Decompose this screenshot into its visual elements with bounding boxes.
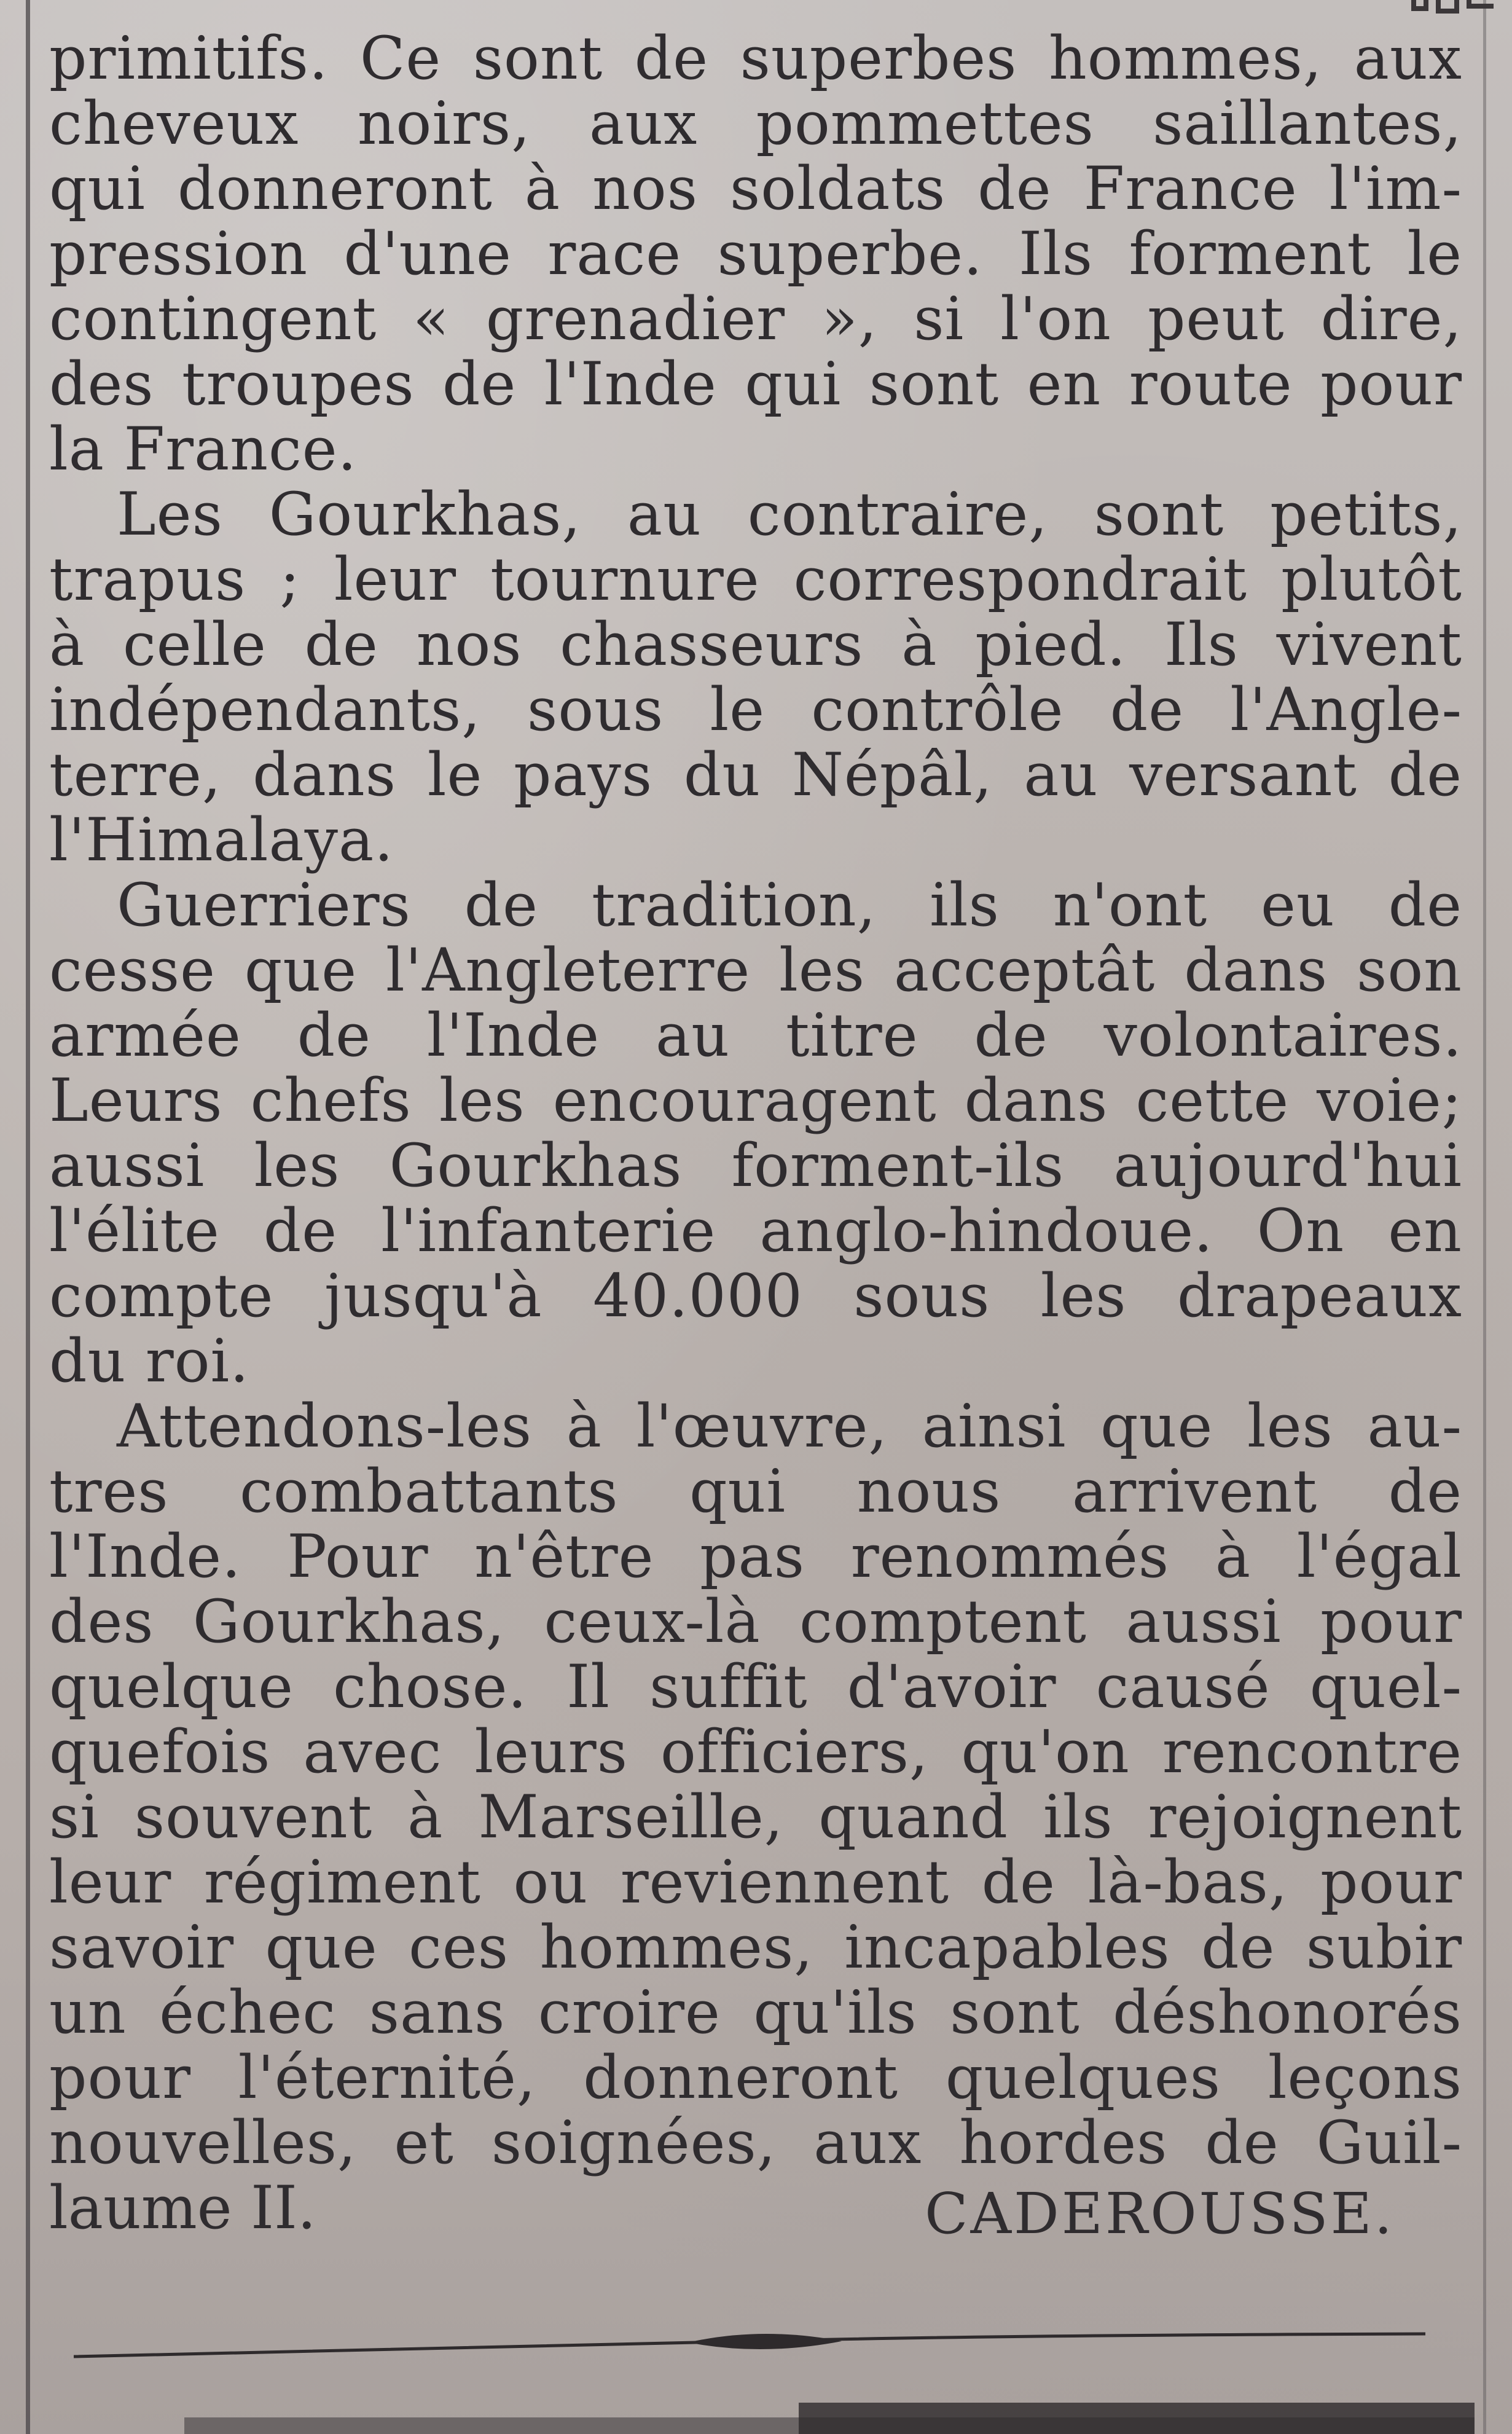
article-paragraph xyxy=(49,482,1462,873)
text-line: armée de l'Inde au titre de volontaires. xyxy=(49,1001,1462,1070)
text-line: aussi les Gourkhas forment-ils aujourd'hui xyxy=(49,1131,1462,1200)
text-line: pour l'éternité, donneront quelques leçons xyxy=(49,2043,1462,2112)
text-line: l'élite de l'infanterie anglo-hindoue. On en xyxy=(49,1196,1462,1265)
text-line: compte jusqu'à 40.000 sous les drapeaux xyxy=(49,1262,1462,1330)
text-line: l'Inde. Pour n'être pas renommés à l'égal xyxy=(49,1522,1462,1591)
text-line: nouvelles, et soignées, aux hordes de Guil- xyxy=(49,2108,1462,2177)
text-line: un échec sans croire qu'ils sont déshonorés xyxy=(49,1978,1462,2047)
end-ornament-rule xyxy=(74,2323,1425,2372)
text-line: Les Gourkhas, au contraire, sont petits, xyxy=(117,480,1462,549)
text-line: qui donneront à nos soldats de France l'im- xyxy=(49,154,1462,223)
text-line: cesse que l'Angleterre les acceptât dans son xyxy=(49,936,1462,1005)
closing-line: laume II. xyxy=(49,2173,316,2242)
author-signature: CADEROUSSE. xyxy=(925,2181,1395,2247)
text-line: la France. xyxy=(49,415,358,484)
text-line: primitifs. Ce sont de superbes hommes, aux xyxy=(49,24,1462,93)
text-line: Guerriers de tradition, ils n'ont eu de xyxy=(117,871,1462,940)
text-line: du roi. xyxy=(49,1327,249,1396)
text-line: terre, dans le pays du Népâl, au versant de xyxy=(49,740,1462,809)
article-paragraph xyxy=(49,26,1462,482)
text-line: pression d'une race superbe. Ils forment le xyxy=(49,219,1462,288)
text-line: quefois avec leurs officiers, qu'on rencontre xyxy=(49,1718,1462,1786)
text-line: savoir que ces hommes, incapables de subir xyxy=(49,1913,1462,1982)
text-line: quelque chose. Il suffit d'avoir causé quel- xyxy=(49,1652,1462,1721)
article-paragraph xyxy=(49,1394,1462,2175)
text-line: indépendants, sous le contrôle de l'Angle- xyxy=(49,675,1462,744)
article-body xyxy=(49,26,1462,2249)
text-line: contingent « grenadier », si l'on peut dire, xyxy=(49,285,1462,353)
text-line: cheveux noirs, aux pommettes saillantes, xyxy=(49,89,1462,158)
column-rule-left xyxy=(26,0,30,2434)
closing-row xyxy=(49,2175,1462,2249)
text-line: des Gourkhas, ceux-là comptent aussi pour xyxy=(49,1587,1462,1656)
text-line: si souvent à Marseille, quand ils rejoignent xyxy=(49,1783,1462,1851)
next-column-fragment xyxy=(1401,0,1500,25)
text-line: à celle de nos chasseurs à pied. Ils vivent xyxy=(49,610,1462,679)
text-line: des troupes de l'Inde qui sont en route pour xyxy=(49,350,1462,418)
column-rule-right xyxy=(1483,0,1486,2434)
text-line: l'Himalaya. xyxy=(49,806,394,874)
text-line: tres combattants qui nous arrivent de xyxy=(49,1457,1462,1526)
text-line: Leurs chefs les encouragent dans cette voie; xyxy=(49,1066,1462,1135)
text-line: trapus ; leur tournure correspondrait plutôt xyxy=(49,545,1462,614)
text-line: Attendons-les à l'œuvre, ainsi que les au- xyxy=(117,1392,1462,1461)
text-line: leur régiment ou reviennent de là-bas, pour xyxy=(49,1848,1462,1917)
next-article-header-fragment xyxy=(184,2397,1475,2434)
article-paragraph xyxy=(49,873,1462,1394)
